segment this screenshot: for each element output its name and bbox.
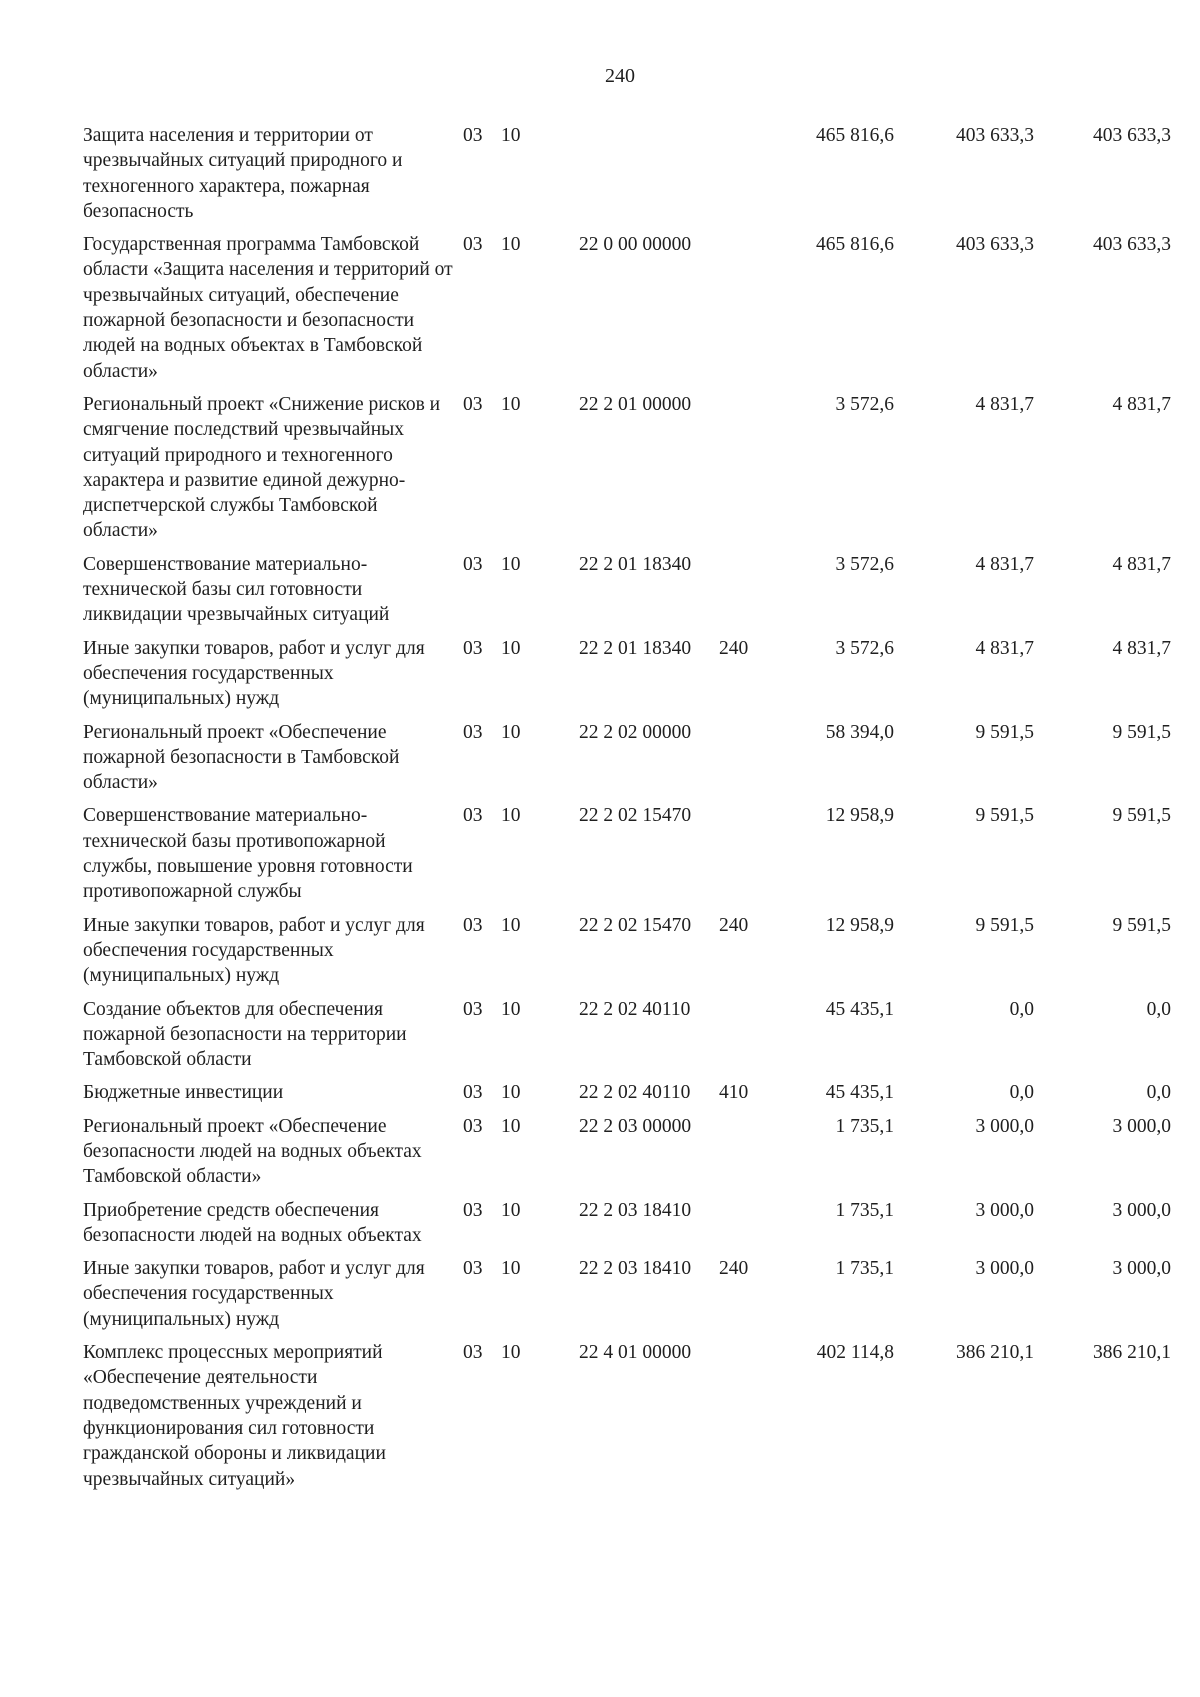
row-sum-1: 1 735,1 bbox=[835, 1258, 894, 1280]
row-name: Иные закупки товаров, работ и услуг для обеспечения государственных (муниципальных) нужд bbox=[83, 914, 425, 987]
row-rz: 03 bbox=[463, 1115, 483, 1137]
budget-table bbox=[83, 123, 1173, 1500]
row-sum-1: 45 435,1 bbox=[825, 998, 894, 1020]
row-sum-2: 4 831,7 bbox=[975, 553, 1034, 575]
table-row bbox=[83, 1114, 1173, 1190]
table-row bbox=[83, 803, 1173, 904]
row-name: Региональный проект «Обеспечение безопасности людей на водных объектах Тамбовской области» bbox=[83, 1115, 422, 1188]
table-row bbox=[83, 552, 1173, 628]
row-csr: 22 2 03 00000 bbox=[579, 1115, 692, 1137]
row-sum-3: 3 000,0 bbox=[1112, 1199, 1171, 1221]
row-sum-1: 12 958,9 bbox=[825, 805, 894, 827]
row-sum-3: 0,0 bbox=[1146, 998, 1171, 1020]
row-sum-2: 3 000,0 bbox=[975, 1115, 1034, 1137]
row-sum-1: 3 572,6 bbox=[835, 553, 894, 575]
row-sum-3: 403 633,3 bbox=[1093, 234, 1171, 256]
row-sum-2: 9 591,5 bbox=[975, 914, 1034, 936]
row-name: Совершенствование материально-технической базы противопожарной службы, повышение уровня готовности противопожарной службы bbox=[83, 805, 413, 903]
row-sum-3: 3 000,0 bbox=[1112, 1115, 1171, 1137]
row-rz: 03 bbox=[463, 637, 483, 659]
row-sum-2: 0,0 bbox=[1009, 1082, 1034, 1104]
row-sum-2: 386 210,1 bbox=[956, 1342, 1034, 1364]
row-pr: 10 bbox=[501, 125, 521, 146]
row-sum-1: 12 958,9 bbox=[825, 914, 894, 936]
row-sum-3: 9 591,5 bbox=[1112, 914, 1171, 936]
table-row bbox=[83, 232, 1173, 384]
row-sum-1: 465 816,6 bbox=[816, 125, 894, 146]
row-rz: 03 bbox=[463, 1082, 483, 1104]
row-csr: 22 4 01 00000 bbox=[579, 1342, 692, 1364]
table-row bbox=[83, 1256, 1173, 1332]
row-sum-3: 9 591,5 bbox=[1112, 721, 1171, 743]
row-sum-2: 0,0 bbox=[1009, 998, 1034, 1020]
row-name: Региональный проект «Снижение рисков и смягчение последствий чрезвычайных ситуаций природного и техногенного характера и развитие единой дежурно-диспетчерской службы Тамбовской области» bbox=[83, 393, 441, 542]
row-sum-1: 3 572,6 bbox=[835, 637, 894, 659]
row-name: Комплекс процессных мероприятий «Обеспечение деятельности подведомственных учреждений и функционирования сил готовности гражданской обороны и ликвидации чрезвычайных ситуаций» bbox=[83, 1342, 386, 1490]
row-sum-1: 402 114,8 bbox=[816, 1342, 894, 1364]
row-pr: 10 bbox=[501, 1258, 521, 1280]
row-sum-2: 403 633,3 bbox=[956, 234, 1034, 256]
row-name: Иные закупки товаров, работ и услуг для обеспечения государственных (муниципальных) нужд bbox=[83, 637, 425, 710]
row-sum-1: 45 435,1 bbox=[825, 1082, 894, 1104]
row-csr: 22 2 02 00000 bbox=[579, 721, 692, 743]
table-row bbox=[83, 997, 1173, 1073]
row-pr: 10 bbox=[501, 1115, 521, 1137]
table-row bbox=[83, 392, 1173, 544]
row-csr: 22 2 03 18410 bbox=[579, 1258, 692, 1280]
row-sum-1: 465 816,6 bbox=[816, 234, 894, 256]
row-name: Совершенствование материально-технической базы сил готовности ликвидации чрезвычайных ситуаций bbox=[83, 553, 390, 626]
row-sum-2: 3 000,0 bbox=[975, 1199, 1034, 1221]
row-csr: 22 2 02 15470 bbox=[579, 805, 692, 827]
row-rz: 03 bbox=[463, 998, 483, 1020]
row-rz: 03 bbox=[463, 914, 483, 936]
row-csr: 22 2 01 00000 bbox=[579, 393, 692, 415]
row-rz: 03 bbox=[463, 393, 483, 415]
row-pr: 10 bbox=[501, 553, 521, 575]
row-pr: 10 bbox=[501, 234, 521, 256]
row-pr: 10 bbox=[501, 805, 521, 827]
row-sum-3: 0,0 bbox=[1146, 1082, 1171, 1104]
row-pr: 10 bbox=[501, 998, 521, 1020]
row-name: Приобретение средств обеспечения безопасности людей на водных объектах bbox=[83, 1199, 422, 1246]
page-number: 240 bbox=[605, 65, 635, 87]
row-name: Иные закупки товаров, работ и услуг для обеспечения государственных (муниципальных) нужд bbox=[83, 1258, 425, 1330]
row-name: Государственная программа Тамбовской области «Защита населения и территорий от чрезвычайных ситуаций, обеспечение пожарной безопасности и безопасности людей на водных объектах в Тамбовской области» bbox=[83, 234, 453, 382]
row-sum-2: 9 591,5 bbox=[975, 721, 1034, 743]
row-rz: 03 bbox=[463, 553, 483, 575]
row-csr: 22 2 02 15470 bbox=[579, 914, 692, 936]
row-sum-2: 403 633,3 bbox=[956, 125, 1034, 146]
row-sum-1: 3 572,6 bbox=[835, 393, 894, 415]
row-rz: 03 bbox=[463, 125, 483, 146]
row-csr: 22 2 03 18410 bbox=[579, 1199, 692, 1221]
row-rz: 03 bbox=[463, 1258, 483, 1280]
row-sum-1: 1 735,1 bbox=[835, 1115, 894, 1137]
row-sum-3: 4 831,7 bbox=[1112, 393, 1171, 415]
row-pr: 10 bbox=[501, 1199, 521, 1221]
row-sum-2: 4 831,7 bbox=[975, 637, 1034, 659]
table-row bbox=[83, 123, 1173, 224]
row-csr: 22 2 02 40110 bbox=[579, 998, 691, 1020]
table-row bbox=[83, 1080, 1173, 1105]
row-csr: 22 2 01 18340 bbox=[579, 553, 692, 575]
table-row bbox=[83, 720, 1173, 796]
row-pr: 10 bbox=[501, 914, 521, 936]
table-row bbox=[83, 1340, 1173, 1492]
row-csr: 22 2 02 40110 bbox=[579, 1082, 691, 1104]
row-pr: 10 bbox=[501, 721, 521, 743]
row-sum-2: 3 000,0 bbox=[975, 1258, 1034, 1280]
row-sum-2: 9 591,5 bbox=[975, 805, 1034, 827]
row-sum-1: 58 394,0 bbox=[825, 721, 894, 743]
row-pr: 10 bbox=[501, 637, 521, 659]
row-csr: 22 0 00 00000 bbox=[579, 234, 692, 256]
row-rz: 03 bbox=[463, 721, 483, 743]
row-vr: 410 bbox=[719, 1082, 749, 1104]
table-row bbox=[83, 636, 1173, 712]
row-sum-3: 9 591,5 bbox=[1112, 805, 1171, 827]
row-name: Региональный проект «Обеспечение пожарной безопасности в Тамбовской области» bbox=[83, 721, 400, 794]
row-sum-3: 386 210,1 bbox=[1093, 1342, 1171, 1364]
row-rz: 03 bbox=[463, 1199, 483, 1221]
row-sum-3: 4 831,7 bbox=[1112, 637, 1171, 659]
row-vr: 240 bbox=[719, 914, 749, 936]
row-vr: 240 bbox=[719, 637, 749, 659]
row-pr: 10 bbox=[501, 393, 521, 415]
row-pr: 10 bbox=[501, 1342, 521, 1364]
table-row bbox=[83, 1198, 1173, 1249]
row-sum-3: 4 831,7 bbox=[1112, 553, 1171, 575]
row-name: Бюджетные инвестиции bbox=[83, 1082, 284, 1104]
row-rz: 03 bbox=[463, 234, 483, 256]
row-name: Защита населения и территории от чрезвычайных ситуаций природного и техногенного характера, пожарная безопасность bbox=[83, 125, 403, 222]
row-name: Создание объектов для обеспечения пожарной безопасности на территории Тамбовской области bbox=[83, 998, 407, 1071]
row-rz: 03 bbox=[463, 805, 483, 827]
row-csr: 22 2 01 18340 bbox=[579, 637, 692, 659]
row-sum-3: 403 633,3 bbox=[1093, 125, 1171, 146]
row-sum-1: 1 735,1 bbox=[835, 1199, 894, 1221]
row-sum-2: 4 831,7 bbox=[975, 393, 1034, 415]
row-vr: 240 bbox=[719, 1258, 749, 1280]
table-row bbox=[83, 913, 1173, 989]
row-rz: 03 bbox=[463, 1342, 483, 1364]
row-sum-3: 3 000,0 bbox=[1112, 1258, 1171, 1280]
row-pr: 10 bbox=[501, 1082, 521, 1104]
